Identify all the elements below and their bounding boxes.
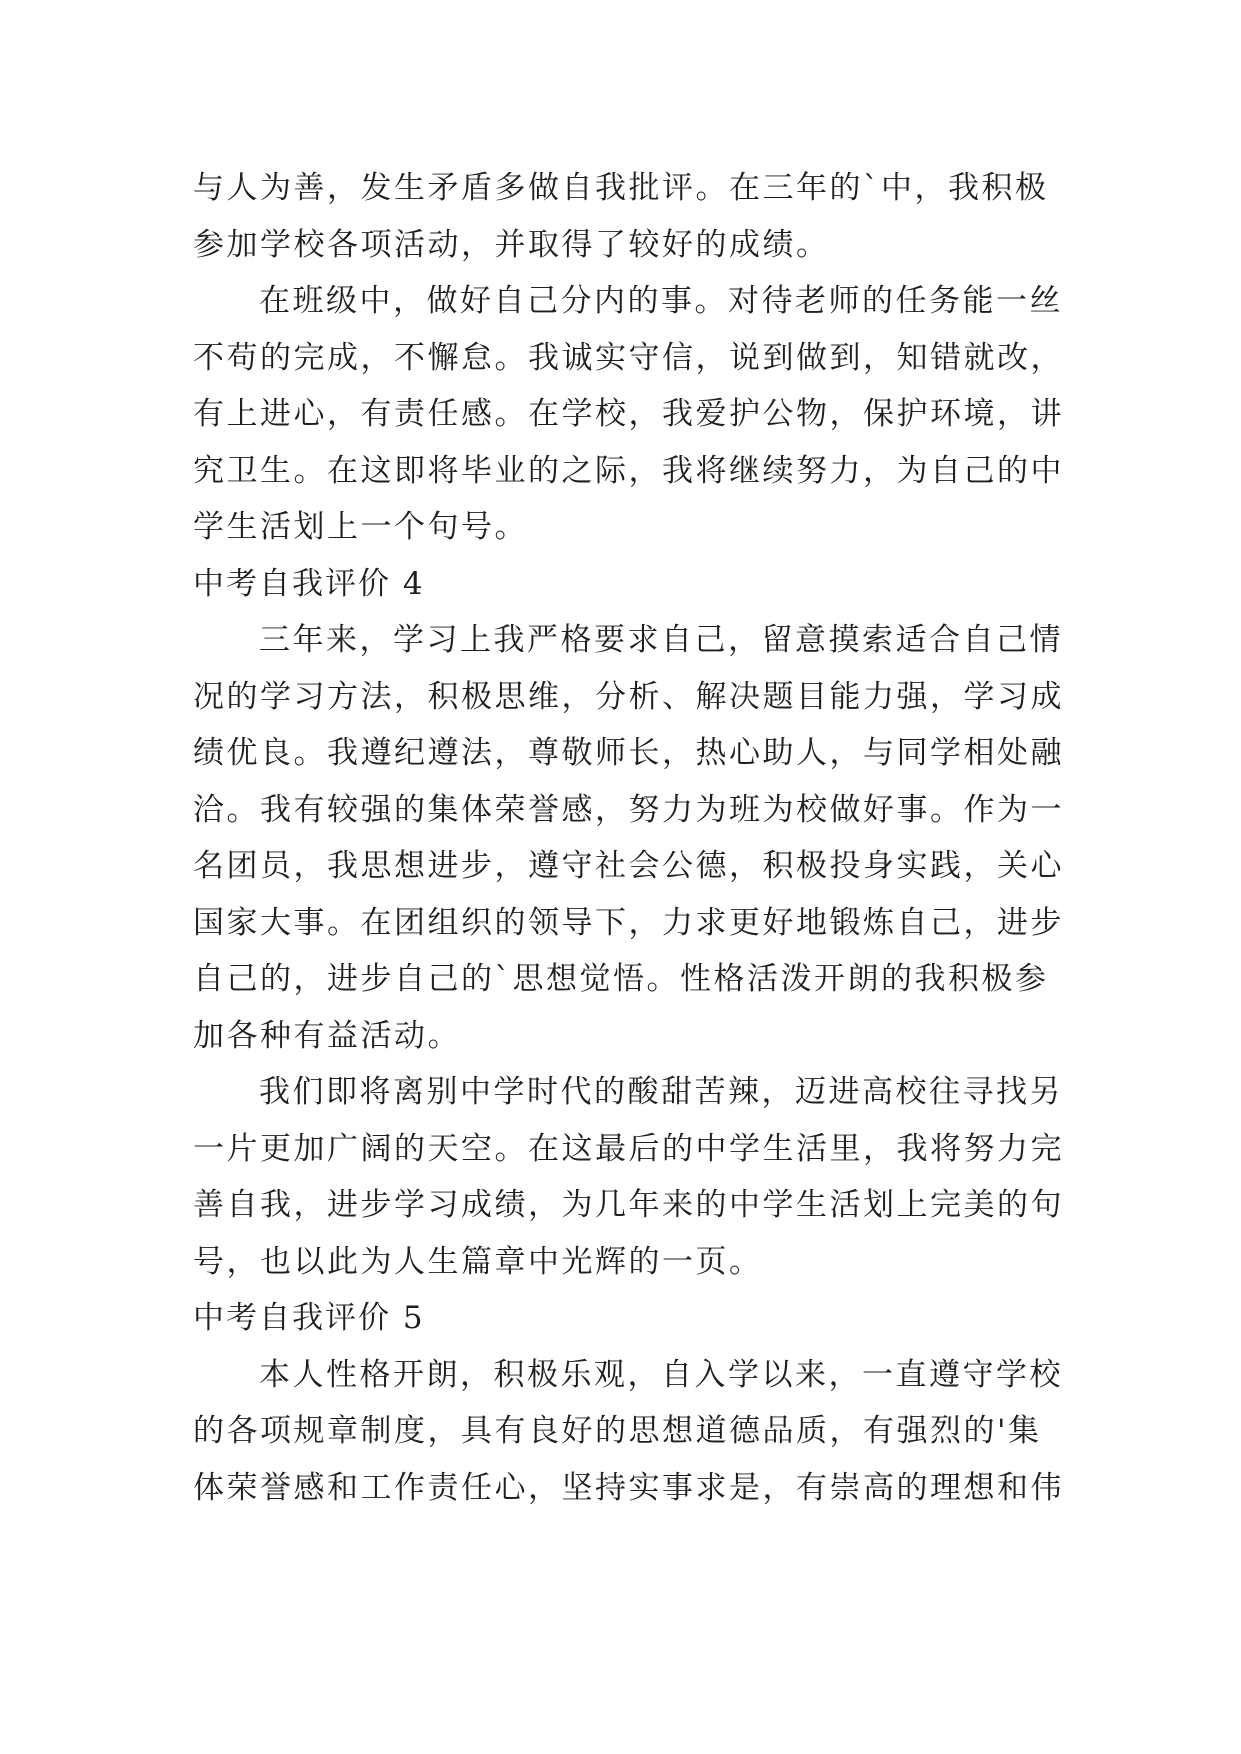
text-line: 况的学习方法，积极思维，分析、解决题目能力强，学习成 <box>193 678 1064 715</box>
text-line: 号，也以此为人生篇章中光辉的一页。 <box>193 1243 763 1280</box>
text-line: 有上进心，有责任感。在学校，我爱护公物，保护环境，讲 <box>193 396 1064 432</box>
section-heading: 中考自我评价 5 <box>193 1300 425 1336</box>
text-line: 国家大事。在团组织的领导下，力求更好地锻炼自己，进步 <box>193 904 1064 941</box>
text-line: 一片更加广阔的天空。在这最后的中学生活里，我将努力完 <box>193 1130 1064 1167</box>
text-line: 学生活划上一个句号。 <box>193 509 528 545</box>
text-line: 参加学校各项活动，并取得了较好的成绩。 <box>193 226 830 263</box>
text-line: 绩优良。我遵纪遵法，尊敬师长，热心助人，与同学相处融 <box>193 735 1064 771</box>
text-line: 究卫生。在这即将毕业的之际，我将继续努力，为自己的中 <box>193 452 1064 489</box>
paragraph-first-line: 三年来，学习上我严格要求自己，留意摸索适合自己情 <box>259 622 1063 658</box>
text-line: 自己的，进步自己的`思想觉悟。性格活泼开朗的我积极参 <box>193 961 1049 997</box>
text-line: 体荣誉感和工作责任心，坚持实事求是，有崇高的理想和伟 <box>193 1469 1064 1506</box>
paragraph-first-line: 本人性格开朗，积极乐观，自入学以来，一直遵守学校 <box>259 1356 1063 1393</box>
document-body <box>193 160 1064 1516</box>
text-line: 洽。我有较强的集体荣誉感，努力为班为校做好事。作为一 <box>193 791 1064 828</box>
text-line: 善自我，进步学习成绩，为几年来的中学生活划上完美的句 <box>193 1187 1064 1223</box>
text-line: 名团员，我思想进步，遵守社会公德，积极投身实践，关心 <box>193 848 1064 884</box>
text-line: 与人为善，发生矛盾多做自我批评。在三年的`中，我积极 <box>193 170 1049 206</box>
text-line: 加各种有益活动。 <box>193 1017 461 1054</box>
text-line: 不苟的完成，不懈怠。我诚实守信，说到做到，知错就改， <box>193 339 1064 376</box>
section-heading: 中考自我评价 4 <box>193 565 425 602</box>
text-line: 的各项规章制度，具有良好的思想道德品质，有强烈的'集 <box>193 1413 1042 1449</box>
paragraph-first-line: 我们即将离别中学时代的酸甜苦辣，迈进高校往寻找另 <box>259 1074 1063 1110</box>
paragraph-first-line: 在班级中，做好自己分内的事。对待老师的任务能一丝 <box>259 283 1063 319</box>
